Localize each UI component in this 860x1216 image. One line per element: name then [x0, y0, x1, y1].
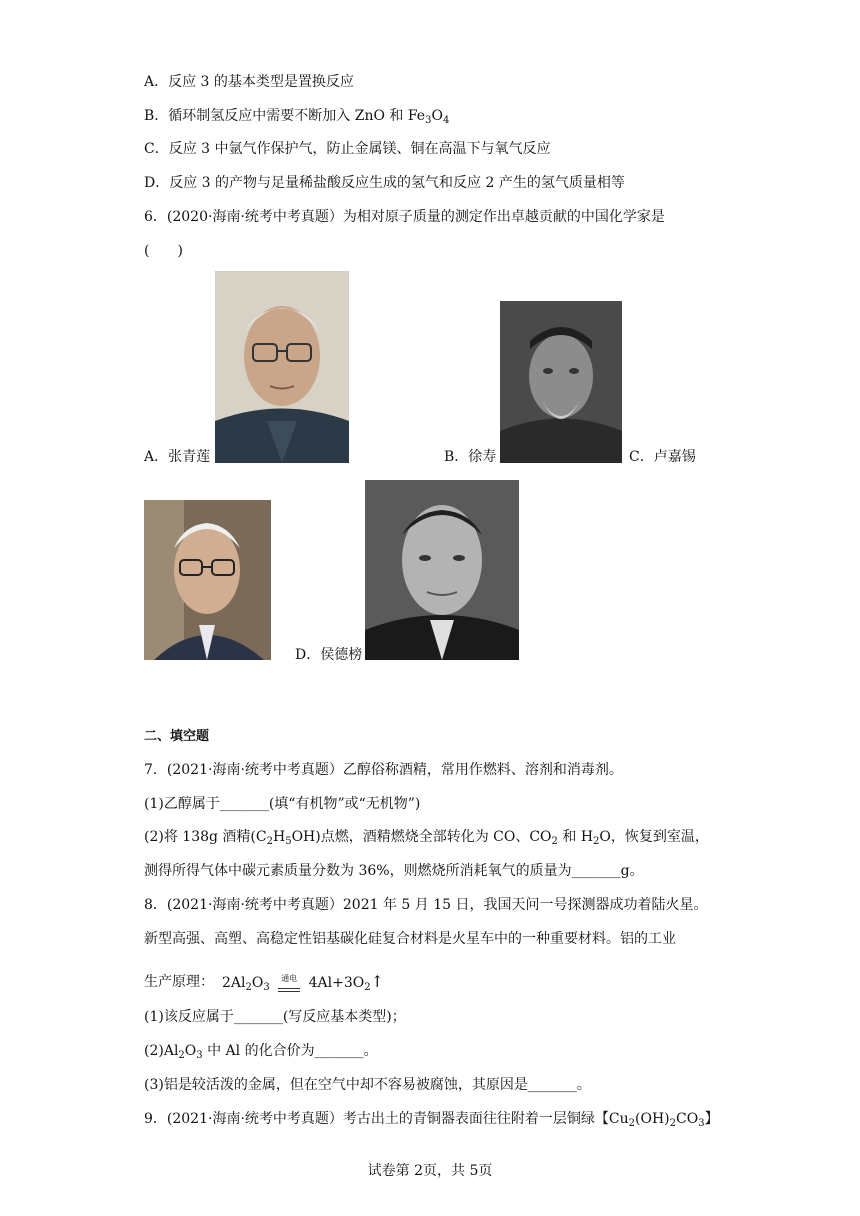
q8-equation: $2Al_2O_3$ 通电 $4Al+3O_2↑$ — [222, 972, 385, 993]
q6-option-d-label: D．侯德榜 — [295, 647, 363, 663]
portrait-photo-a — [215, 271, 349, 463]
q5-option-d: D．反应 3 的产物与足量稀盐酸反应生成的氢气和反应 2 产生的氢气质量相等 — [144, 175, 625, 191]
q8-stem-line2: 新型高强、高塑、高稳定性铝基碳化硅复合材料是火星车中的一种重要材料。铝的工业 — [144, 931, 676, 947]
q5-option-c: C．反应 3 中氩气作保护气，防止金属镁、铜在高温下与氧气反应 — [144, 141, 551, 157]
q9-stem: 9．(2021·海南·统考中考真题）考古出土的青铜器表面往往附着一层铜绿【$Cu_2(OH)_2CO_3$】 — [144, 1111, 719, 1129]
q8-part1: (1)该反应属于_______(写反应基本类型)； — [144, 1009, 406, 1025]
page-footer: 试卷第 2页，共 5页 — [367, 1163, 493, 1179]
q6-option-c-label: C．卢嘉锡 — [629, 449, 696, 465]
portrait-photo-c — [144, 500, 271, 660]
portrait-photo-b — [500, 301, 622, 463]
q8-part3: (3)铝是较活泼的金属，但在空气中却不容易被腐蚀，其原因是_______。 — [144, 1077, 591, 1093]
q5-option-b: B．循环制氢反应中需要不断加入 ZnO 和 $Fe_3O_4$ — [144, 108, 450, 126]
portrait-photo-d — [365, 480, 519, 660]
q6-option-b-label: B．徐寿 — [444, 449, 497, 465]
section-title-fill-in: 二、填空题 — [144, 729, 210, 744]
q6-answer-blank: ( ) — [144, 243, 183, 259]
q7-stem: 7．(2021·海南·统考中考真题）乙醇俗称酒精，常用作燃料、溶剂和消毒剂。 — [144, 762, 623, 778]
q8-stem-line3: 生产原理： — [144, 974, 214, 990]
q7-part2-line1: (2)将 138g 酒精$(C_2H_5OH)$点燃，酒精燃烧全部转化为 CO、$CO_2$ 和 $H_2O$，恢复到室温， — [144, 829, 709, 847]
q5-option-a: A．反应 3 的基本类型是置换反应 — [144, 74, 354, 90]
q7-part1: (1)乙醇属于_______(填“有机物”或“无机物”) — [144, 796, 421, 812]
q6-option-a-label: A．张青莲 — [144, 449, 211, 465]
q6-stem: 6．(2020·海南·统考中考真题）为相对原子质量的测定作出卓越贡献的中国化学家是 — [144, 209, 665, 225]
q8-part2: $(2)Al_2O_3$ 中 Al 的化合价为_______。 — [144, 1043, 378, 1061]
q7-part2-line2: 测得所得气体中碳元素质量分数为 36%，则燃烧所消耗氧气的质量为_______g。 — [144, 863, 644, 879]
reaction-condition: 通电 — [281, 974, 298, 983]
q8-stem-line1: 8．(2021·海南·统考中考真题）2021 年 5 月 15 日，我国天问一号探测器成功着陆火星。 — [144, 897, 708, 913]
